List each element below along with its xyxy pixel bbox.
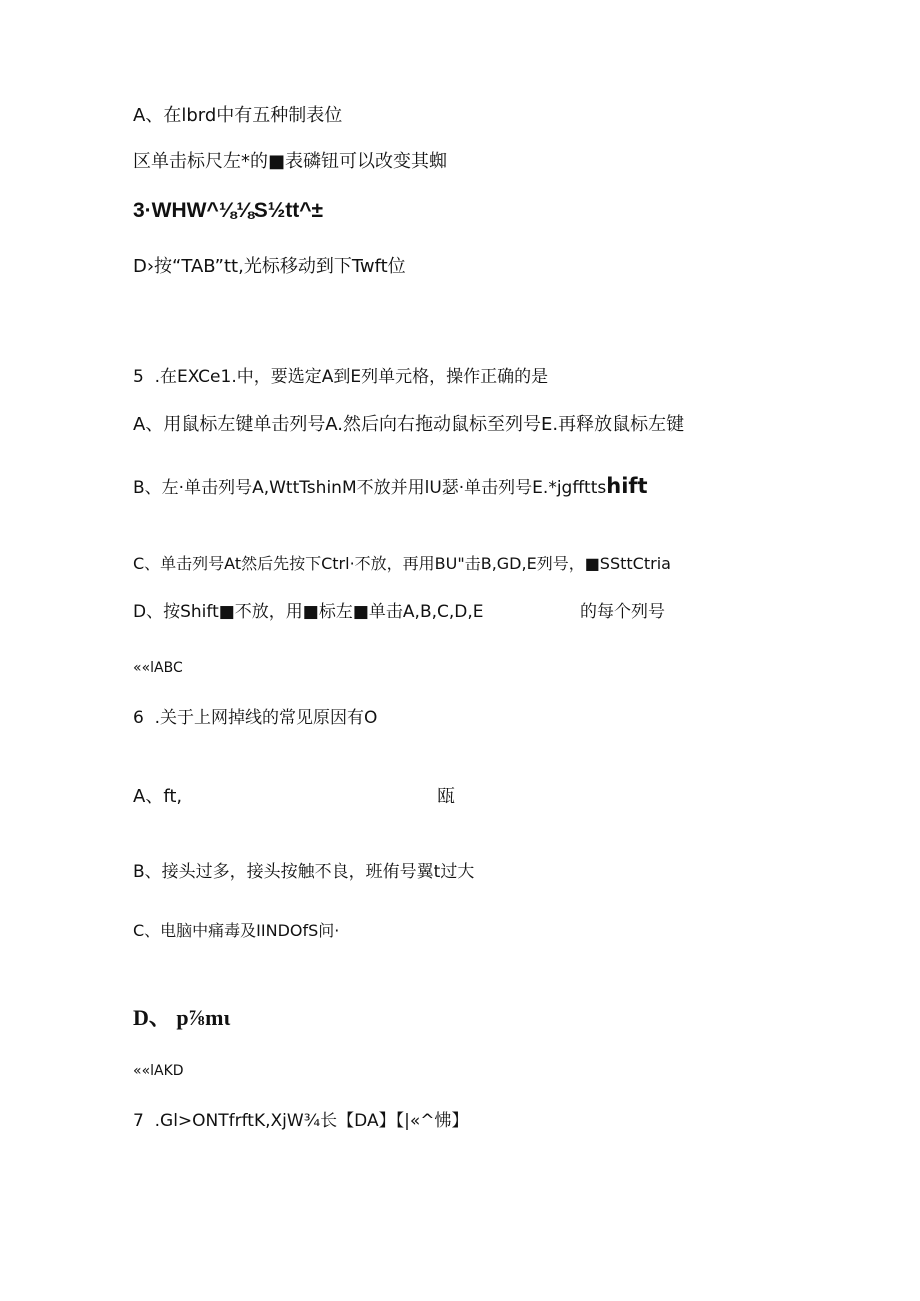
answer-6: ««lAKD <box>133 1063 184 1079</box>
question-6-option-b: B、接头过多，接头按触不良，班侑号翼t过大 <box>133 862 475 882</box>
question-6-option-d: D、 p⅞mι <box>133 1005 231 1030</box>
garbled-heading: 3·WHW^⅛⅛S½tt^± <box>133 199 324 222</box>
question-5-option-c: C、单击列号At然后先按下Ctrl·不放，再用BU"击B,GD,E列号，■SSttCtria <box>133 554 671 573</box>
text-line: 区单击标尺左*的■表磷钮可以改变其蜘 <box>133 151 448 172</box>
option-b-text: B、左·单击列号A,WttTshinM不放并用lU瑟·单击列号E.*jgfftts <box>133 478 607 498</box>
question-7: 7 .Gl>ONTfrftK,XjW¾长【DA】【|«^怫】 <box>133 1111 469 1131</box>
option-a-line: A、在lbrd中有五种制表位 <box>133 105 343 126</box>
question-5-option-d: D、按Shift■不放，用■标左■单击A,B,C,D,E <box>133 602 484 622</box>
question-6-option-a-tail: 瓯 <box>437 786 455 807</box>
answer-5: ««lABC <box>133 660 183 676</box>
question-6-option-c: C、电脑中痛毒及IINDOfS问· <box>133 921 340 940</box>
question-5-option-b <box>133 476 648 497</box>
question-6-option-a: A、ft, <box>133 786 183 807</box>
question-5-option-d-tail: 的每个列号 <box>580 602 665 622</box>
question-5: 5 .在EXCe1.中，要选定A到E列单元格，操作正确的是 <box>133 367 549 387</box>
option-d-line: D›按“TAB”tt,光标移动到下Twft位 <box>133 256 406 277</box>
question-5-option-a: A、用鼠标左键单击列号A.然后向右拖动鼠标至列号E.再释放鼠标左键 <box>133 414 685 435</box>
question-6: 6 .关于上网掉线的常见原因有O <box>133 708 378 728</box>
option-b-tail: hift <box>606 474 648 498</box>
